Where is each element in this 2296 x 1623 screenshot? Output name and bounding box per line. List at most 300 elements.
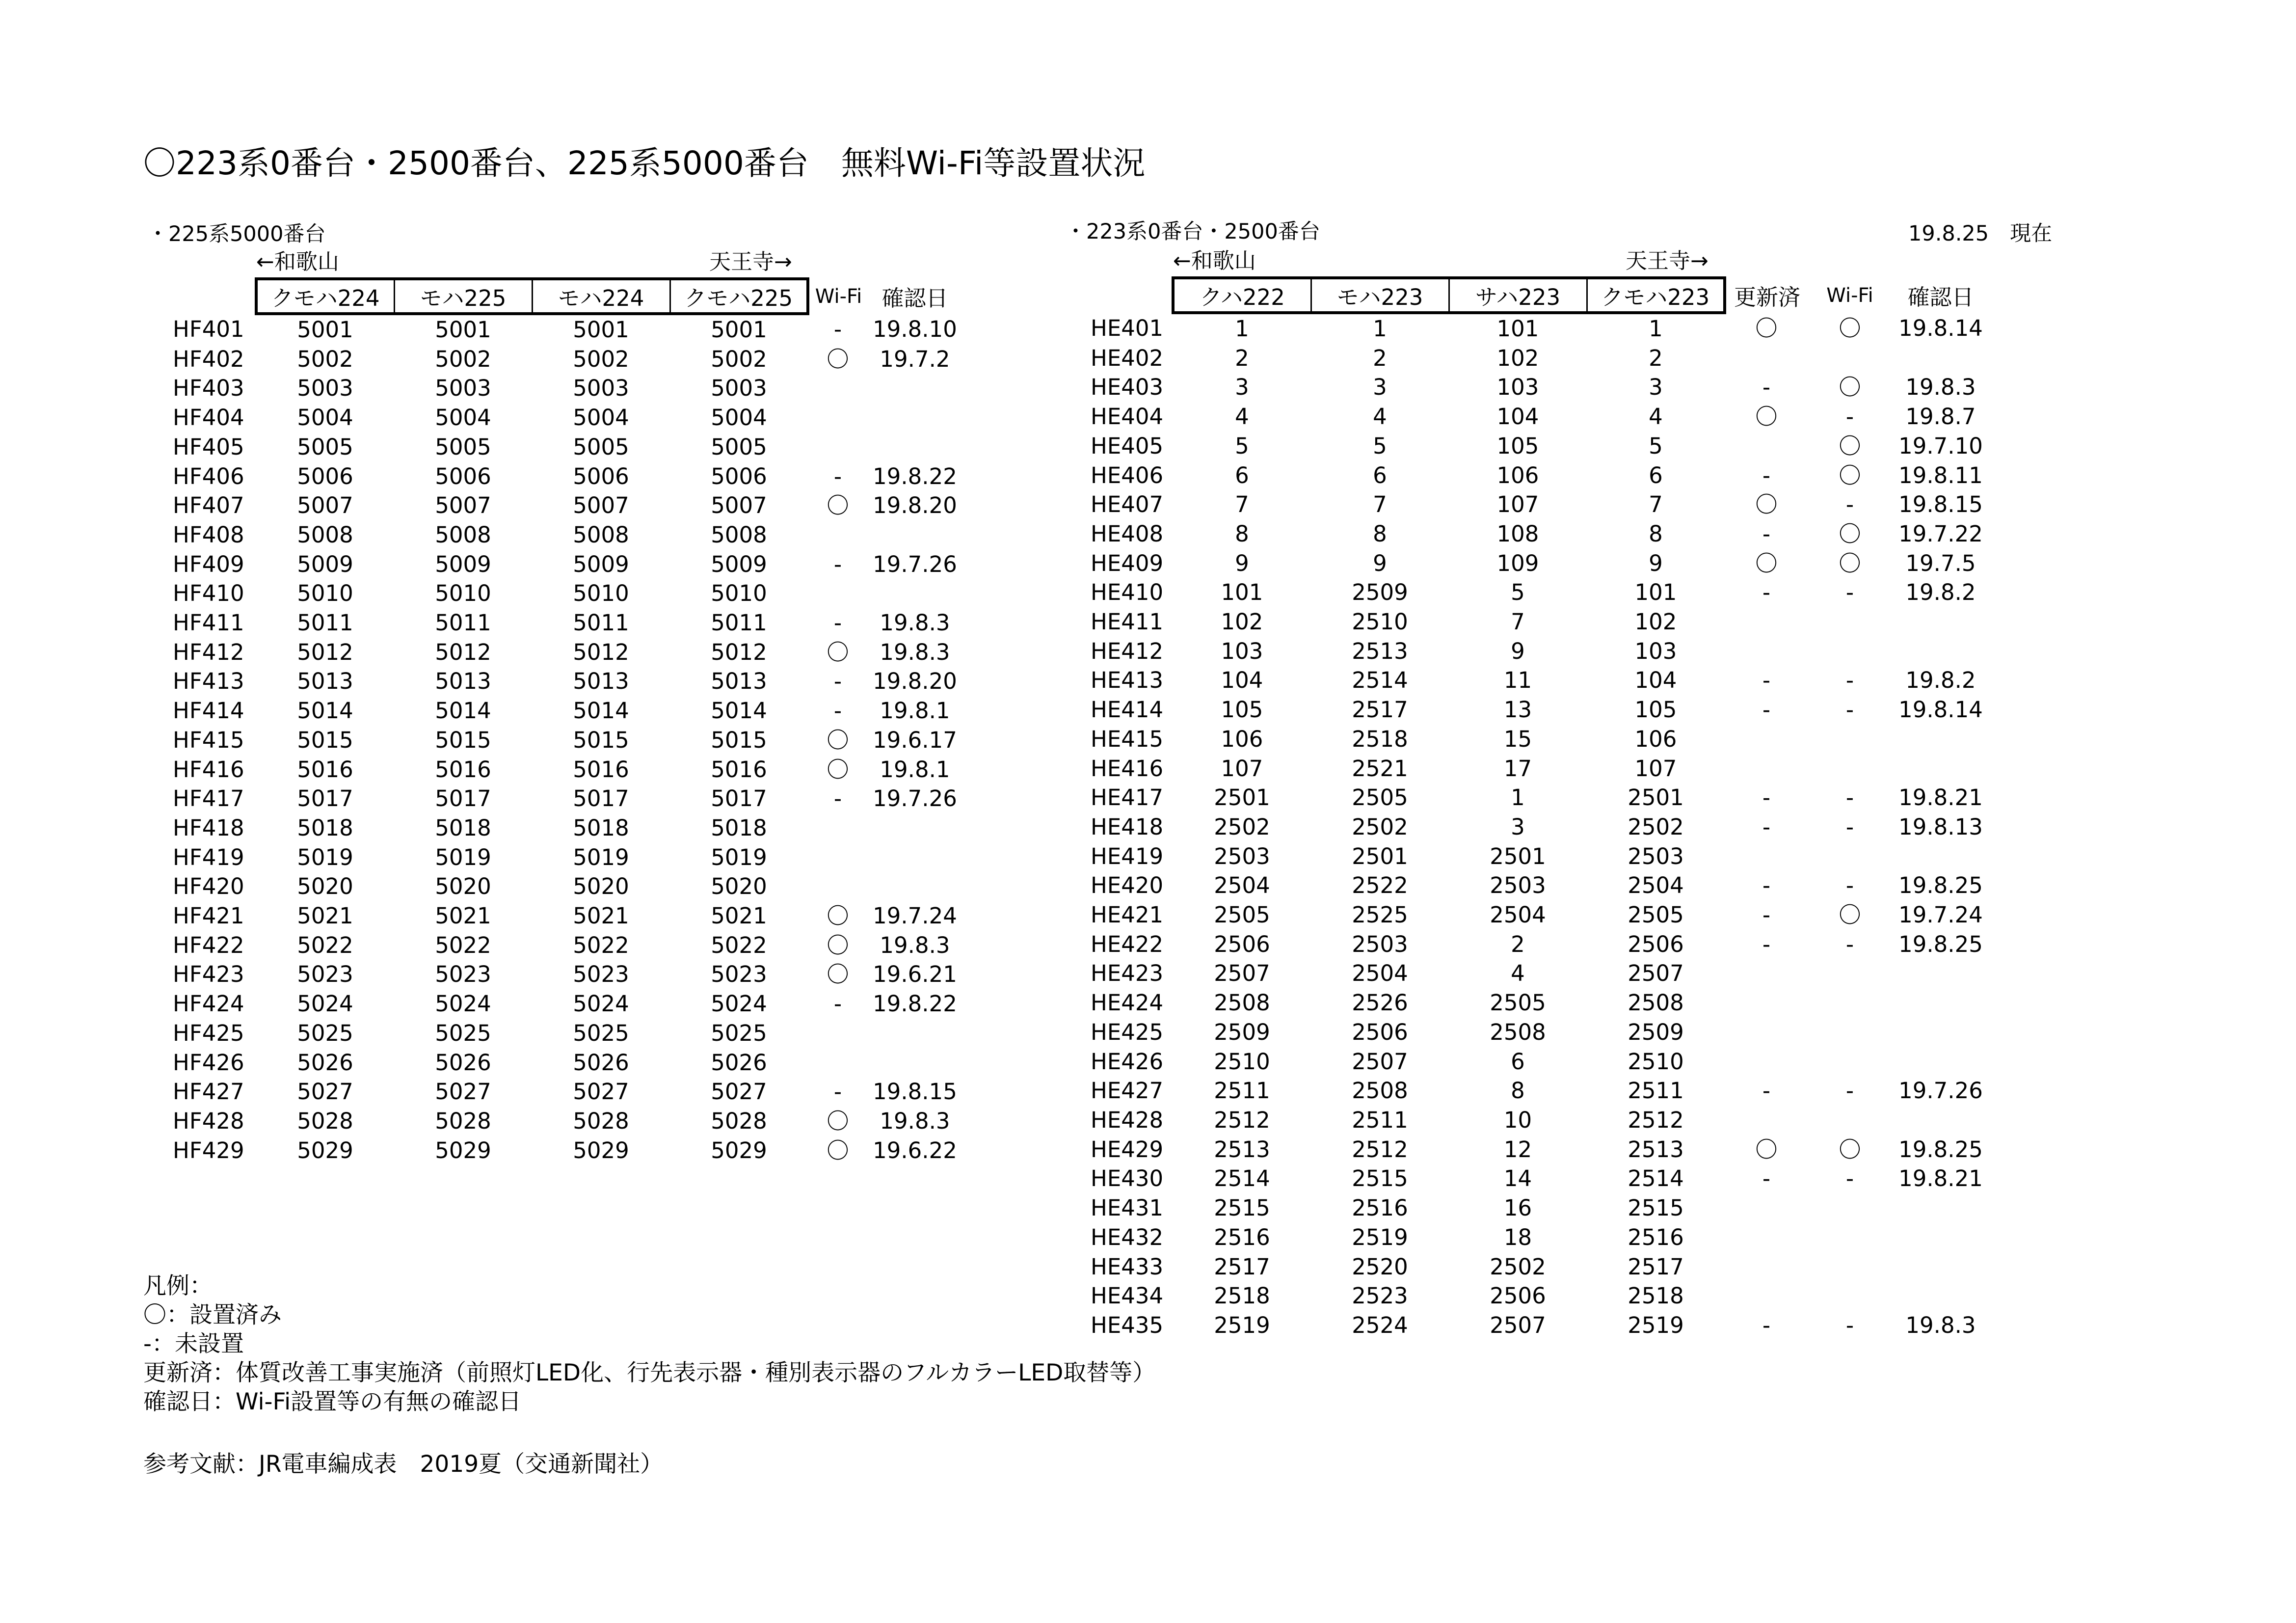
table-row <box>1065 725 1990 754</box>
wifi-status: - <box>1845 697 1854 723</box>
wifi-status <box>1808 607 1892 637</box>
check-date <box>1892 959 1990 988</box>
car-number-4: 5019 <box>711 844 767 870</box>
formation-id: HF409 <box>173 551 244 577</box>
car-number-3: 17 <box>1503 755 1532 782</box>
car-number-3: 5024 <box>573 991 629 1017</box>
car-number-1: 5011 <box>297 610 353 636</box>
car-number-4: 106 <box>1634 726 1677 752</box>
car-number-3: 5009 <box>573 551 629 577</box>
check-date: 19.8.2 <box>1905 579 1976 606</box>
car-number-2: 2502 <box>1352 813 1408 840</box>
table-row <box>147 989 962 1019</box>
car-number-4: 2506 <box>1628 931 1684 957</box>
wifi-status: - <box>833 1079 842 1105</box>
wifi-status <box>808 1048 868 1078</box>
check-date <box>868 843 962 872</box>
car-number-3: 5006 <box>573 463 629 489</box>
car-number-2: 5018 <box>435 814 491 841</box>
car-number-3: 5025 <box>573 1020 629 1046</box>
car-number-2: 2507 <box>1352 1048 1408 1075</box>
wifi-status <box>1808 988 1892 1018</box>
check-date <box>868 813 962 843</box>
check-date: 19.7.26 <box>873 551 957 577</box>
check-date: 19.8.14 <box>1898 697 1983 723</box>
wifi-status: - <box>1845 872 1854 899</box>
car-number-2: 2518 <box>1352 726 1408 752</box>
wifi-status <box>1808 1047 1892 1077</box>
car-number-2: 2509 <box>1352 579 1408 606</box>
formation-id: HF404 <box>173 405 244 431</box>
car-number-4: 5020 <box>711 873 767 900</box>
check-date <box>1892 344 1990 373</box>
legend-renewed: 更新済：体質改善工事実施済（前照灯LED化、行先表示器・種別表示器のフルカラーLED取替等） <box>143 1359 1156 1386</box>
car-number-4: 5010 <box>711 580 767 607</box>
car-number-4: 2507 <box>1628 960 1684 987</box>
table-row <box>147 755 962 784</box>
formation-id: HF411 <box>173 610 244 636</box>
car-number-1: 2517 <box>1214 1253 1270 1280</box>
header-car-3: サハ223 <box>1449 278 1587 313</box>
car-number-4: 5007 <box>711 492 767 519</box>
car-number-4: 5012 <box>711 639 767 665</box>
formation-id: HF417 <box>173 785 244 812</box>
car-number-2: 5010 <box>435 580 491 607</box>
formation-id: HF428 <box>173 1108 244 1134</box>
formation-id: HF414 <box>173 698 244 724</box>
car-number-1: 2516 <box>1214 1224 1270 1250</box>
car-number-1: 5001 <box>297 317 353 343</box>
check-date <box>868 1048 962 1078</box>
wifi-status: - <box>1845 1078 1854 1104</box>
car-number-4: 103 <box>1634 638 1677 664</box>
formation-id: HE426 <box>1091 1048 1164 1075</box>
table-row <box>147 608 962 638</box>
car-number-2: 5023 <box>435 961 491 988</box>
car-number-2: 8 <box>1373 520 1387 547</box>
table-row <box>147 345 962 374</box>
car-number-4: 104 <box>1634 667 1677 694</box>
car-number-1: 2511 <box>1214 1078 1270 1104</box>
car-number-2: 5028 <box>435 1108 491 1134</box>
car-number-1: 4 <box>1235 404 1249 430</box>
wifi-status <box>1808 1252 1892 1282</box>
car-number-3: 5010 <box>573 580 629 607</box>
car-number-4: 2515 <box>1628 1195 1684 1221</box>
check-date: 19.7.26 <box>1898 1078 1983 1104</box>
car-number-2: 5013 <box>435 668 491 695</box>
car-number-2: 5014 <box>435 698 491 724</box>
formation-id: HE402 <box>1091 345 1164 371</box>
car-number-1: 107 <box>1221 755 1263 782</box>
car-number-4: 5025 <box>711 1020 767 1046</box>
car-number-3: 103 <box>1496 374 1539 401</box>
wifi-status: - <box>833 668 842 695</box>
car-number-1: 5019 <box>297 844 353 870</box>
header-car-2: モハ223 <box>1311 278 1449 313</box>
formation-id: HF424 <box>173 991 244 1017</box>
car-number-3: 18 <box>1503 1224 1532 1250</box>
car-number-4: 1 <box>1649 316 1663 342</box>
car-number-3: 2506 <box>1490 1283 1546 1309</box>
car-number-3: 5004 <box>573 405 629 431</box>
car-number-4: 5022 <box>711 932 767 958</box>
table-row <box>147 813 962 843</box>
renewed-status: - <box>1762 872 1771 899</box>
car-number-4: 5021 <box>711 903 767 929</box>
formation-id: HE407 <box>1091 491 1164 518</box>
formation-id: HF425 <box>173 1020 244 1046</box>
car-number-4: 5026 <box>711 1049 767 1076</box>
car-number-4: 5024 <box>711 991 767 1017</box>
check-date: 19.8.25 <box>1898 931 1983 957</box>
table-row <box>147 1107 962 1136</box>
car-number-4: 5017 <box>711 785 767 812</box>
table-row <box>1065 549 1990 578</box>
renewed-status: 〇 <box>1755 404 1778 430</box>
table-header-223 <box>1065 278 1990 313</box>
car-number-4: 6 <box>1649 462 1663 488</box>
car-number-2: 5021 <box>435 903 491 929</box>
renewed-status: - <box>1762 1312 1771 1338</box>
check-date: 19.8.20 <box>873 668 957 695</box>
table-row <box>147 403 962 433</box>
car-number-1: 5013 <box>297 668 353 695</box>
formation-id: HE420 <box>1091 872 1164 899</box>
car-number-1: 5014 <box>297 698 353 724</box>
car-number-3: 5005 <box>573 433 629 460</box>
car-number-4: 2509 <box>1628 1019 1684 1045</box>
car-number-2: 2513 <box>1352 638 1408 664</box>
car-number-2: 5 <box>1373 433 1387 459</box>
car-number-4: 5028 <box>711 1108 767 1134</box>
car-number-4: 5002 <box>711 346 767 372</box>
car-number-3: 12 <box>1503 1136 1532 1163</box>
renewed-status: 〇 <box>1755 1136 1778 1163</box>
wifi-status <box>1808 725 1892 754</box>
car-number-4: 2508 <box>1628 990 1684 1016</box>
car-number-2: 5029 <box>435 1137 491 1163</box>
table-row <box>1065 812 1990 842</box>
check-date: 19.8.25 <box>1898 1136 1983 1163</box>
check-date: 19.8.10 <box>873 316 957 342</box>
car-number-3: 101 <box>1496 316 1539 342</box>
check-date <box>1892 1252 1990 1282</box>
check-date: 19.8.22 <box>873 463 957 489</box>
wifi-status: - <box>1845 1312 1854 1338</box>
check-date: 19.8.3 <box>880 932 950 958</box>
table-row <box>1065 1076 1990 1106</box>
car-number-3: 5001 <box>573 317 629 343</box>
formation-id: HE404 <box>1091 404 1164 430</box>
wifi-status: - <box>833 698 842 724</box>
check-date: 19.8.25 <box>1898 872 1983 899</box>
car-number-1: 5006 <box>297 463 353 489</box>
car-number-2: 2505 <box>1352 784 1408 811</box>
renewed-status <box>1725 725 1808 754</box>
car-number-4: 2502 <box>1628 813 1684 840</box>
car-number-2: 5012 <box>435 639 491 665</box>
car-number-3: 5027 <box>573 1079 629 1105</box>
wifi-status: 〇 <box>827 756 849 783</box>
table-row <box>147 1077 962 1107</box>
car-number-1: 5 <box>1235 433 1249 459</box>
wifi-status: 〇 <box>1839 374 1861 401</box>
car-number-1: 2507 <box>1214 960 1270 987</box>
car-number-2: 5004 <box>435 405 491 431</box>
wifi-status: - <box>1845 1165 1854 1192</box>
check-date: 19.7.24 <box>1898 902 1983 928</box>
car-number-3: 5008 <box>573 521 629 548</box>
car-number-1: 3 <box>1235 374 1249 401</box>
car-number-2: 2525 <box>1352 902 1408 928</box>
formation-id: HE424 <box>1091 990 1164 1016</box>
car-number-1: 103 <box>1221 638 1263 664</box>
car-number-2: 5011 <box>435 610 491 636</box>
car-number-3: 104 <box>1496 404 1539 430</box>
wifi-status <box>808 813 868 843</box>
car-number-4: 5018 <box>711 814 767 841</box>
wifi-status: 〇 <box>1839 550 1861 576</box>
legend <box>143 1271 1155 1416</box>
table-row <box>1065 900 1990 930</box>
car-number-4: 3 <box>1649 374 1663 401</box>
car-number-1: 5004 <box>297 405 353 431</box>
check-date <box>868 1019 962 1048</box>
renewed-status <box>1725 1223 1808 1252</box>
car-number-4: 5014 <box>711 698 767 724</box>
check-date: 19.8.3 <box>880 1108 950 1134</box>
table-row <box>1065 783 1990 812</box>
table-row <box>1065 578 1990 607</box>
check-date: 19.8.3 <box>1905 1312 1976 1338</box>
check-date: 19.7.26 <box>873 785 957 812</box>
car-number-2: 2521 <box>1352 755 1408 782</box>
car-number-3: 108 <box>1496 520 1539 547</box>
car-number-1: 101 <box>1221 579 1263 606</box>
header-renewed: 更新済 <box>1734 284 1800 310</box>
car-number-4: 5008 <box>711 521 767 548</box>
table-row <box>1065 373 1990 402</box>
car-number-1: 2503 <box>1214 843 1270 869</box>
renewed-status: - <box>1762 902 1771 928</box>
formation-id: HF415 <box>173 727 244 753</box>
formation-id: HE412 <box>1091 638 1164 664</box>
check-date: 19.7.5 <box>1905 550 1976 576</box>
table-row <box>1065 490 1990 519</box>
wifi-status: - <box>833 463 842 489</box>
car-number-2: 2515 <box>1352 1165 1408 1192</box>
car-number-2: 9 <box>1373 550 1387 576</box>
legend-not-installed: -：未設置 <box>143 1330 244 1357</box>
check-date <box>1892 1281 1990 1311</box>
car-number-2: 5025 <box>435 1020 491 1046</box>
table-row <box>147 843 962 872</box>
car-number-3: 5029 <box>573 1137 629 1163</box>
table-row <box>147 520 962 550</box>
formation-id: HF402 <box>173 346 244 372</box>
wifi-status <box>808 520 868 550</box>
car-number-4: 5016 <box>711 756 767 783</box>
car-number-4: 5013 <box>711 668 767 695</box>
renewed-status: 〇 <box>1755 315 1778 341</box>
formation-id: HE427 <box>1091 1078 1164 1104</box>
car-number-1: 5015 <box>297 727 353 753</box>
check-date <box>1892 1193 1990 1223</box>
car-number-4: 2511 <box>1628 1078 1684 1104</box>
check-date: 19.8.2 <box>1905 667 1976 694</box>
car-number-3: 5007 <box>573 492 629 519</box>
table-row <box>147 872 962 901</box>
car-number-2: 7 <box>1373 491 1387 518</box>
car-number-3: 106 <box>1496 462 1539 488</box>
car-number-1: 5023 <box>297 961 353 988</box>
car-number-4: 2 <box>1649 345 1663 371</box>
formation-id: HF401 <box>173 316 244 342</box>
formation-id: HE418 <box>1091 813 1164 840</box>
wifi-status: - <box>1845 813 1854 840</box>
car-number-4: 2516 <box>1628 1224 1684 1250</box>
formation-id: HF422 <box>173 932 244 958</box>
car-number-3: 3 <box>1511 813 1525 840</box>
car-number-2: 2523 <box>1352 1283 1408 1309</box>
car-number-2: 2526 <box>1352 990 1408 1016</box>
section-title-223: ・223系0番台・2500番台 <box>1065 219 1320 244</box>
check-date <box>868 520 962 550</box>
car-number-2: 5002 <box>435 346 491 372</box>
car-number-4: 4 <box>1649 404 1663 430</box>
wifi-status <box>808 433 868 462</box>
car-number-2: 2514 <box>1352 667 1408 694</box>
car-number-2: 5009 <box>435 551 491 577</box>
car-number-1: 5010 <box>297 580 353 607</box>
car-number-1: 105 <box>1221 697 1263 723</box>
check-date <box>1892 842 1990 871</box>
table-row <box>1065 1311 1990 1340</box>
table-row <box>1065 1047 1990 1077</box>
check-date: 19.8.1 <box>880 756 950 783</box>
car-number-3: 2 <box>1511 931 1525 957</box>
car-number-1: 5012 <box>297 639 353 665</box>
header-check-date: 確認日 <box>1907 284 1974 310</box>
header-car-4: クモハ225 <box>670 279 808 314</box>
table-row <box>1065 432 1990 461</box>
car-number-2: 5022 <box>435 932 491 958</box>
wifi-status <box>1808 1223 1892 1252</box>
formation-id: HF419 <box>173 844 244 870</box>
check-date <box>868 872 962 901</box>
check-date: 19.8.21 <box>1898 1165 1983 1192</box>
car-number-1: 5024 <box>297 991 353 1017</box>
check-date: 19.8.1 <box>880 698 950 724</box>
wifi-status: - <box>1845 579 1854 606</box>
formation-id: HE401 <box>1091 315 1164 341</box>
formation-id: HE422 <box>1091 931 1164 957</box>
check-date: 19.7.10 <box>1898 433 1983 459</box>
formation-id: HE417 <box>1091 784 1164 811</box>
formation-id: HE415 <box>1091 726 1164 752</box>
wifi-status: 〇 <box>827 961 849 988</box>
wifi-status: 〇 <box>827 346 849 372</box>
formation-id: HF416 <box>173 756 244 783</box>
car-number-4: 2519 <box>1628 1312 1684 1338</box>
check-date: 19.6.22 <box>873 1137 957 1163</box>
formation-id: HF413 <box>173 668 244 695</box>
car-number-2: 5027 <box>435 1079 491 1105</box>
car-number-4: 5029 <box>711 1137 767 1163</box>
formation-id: HF429 <box>173 1137 244 1163</box>
car-number-3: 5019 <box>573 844 629 870</box>
check-date <box>868 579 962 608</box>
page-title: 〇223系0番台・2500番台、225系5000番台 無料Wi-Fi等設置状況 <box>143 144 1146 182</box>
renewed-status <box>1725 1252 1808 1282</box>
table-row <box>1065 637 1990 666</box>
car-number-1: 2 <box>1235 345 1249 371</box>
car-number-2: 5001 <box>435 317 491 343</box>
car-number-1: 2508 <box>1214 990 1270 1016</box>
wifi-status: - <box>833 991 842 1017</box>
car-number-3: 9 <box>1511 638 1525 664</box>
renewed-status: - <box>1762 1078 1771 1104</box>
formation-id: HF403 <box>173 375 244 402</box>
table-row <box>1065 607 1990 637</box>
wifi-status: 〇 <box>827 932 849 958</box>
renewed-status: - <box>1762 697 1771 723</box>
formation-id: HF406 <box>173 463 244 489</box>
table-row <box>1065 666 1990 695</box>
check-date <box>1892 637 1990 666</box>
car-number-1: 2505 <box>1214 902 1270 928</box>
formation-id: HE403 <box>1091 374 1164 401</box>
check-date: 19.7.2 <box>880 346 950 372</box>
check-date <box>868 433 962 462</box>
table-row <box>1065 1018 1990 1047</box>
car-number-4: 2518 <box>1628 1283 1684 1309</box>
renewed-status <box>1725 959 1808 988</box>
legend-installed: 〇：設置済み <box>143 1301 282 1328</box>
wifi-status: - <box>833 316 842 342</box>
direction-left-225: ←和歌山 <box>256 249 339 274</box>
wifi-status: - <box>833 610 842 636</box>
formation-id: HF412 <box>173 639 244 665</box>
wifi-status <box>1808 1018 1892 1047</box>
car-number-2: 5007 <box>435 492 491 519</box>
formation-id: HE432 <box>1091 1224 1164 1250</box>
table-row <box>147 726 962 755</box>
car-number-2: 2524 <box>1352 1312 1408 1338</box>
car-number-1: 2519 <box>1214 1312 1270 1338</box>
car-number-1: 5018 <box>297 814 353 841</box>
wifi-status: 〇 <box>827 639 849 665</box>
car-number-3: 5014 <box>573 698 629 724</box>
car-number-2: 3 <box>1373 374 1387 401</box>
check-date: 19.8.7 <box>1905 404 1976 430</box>
formation-id: HF420 <box>173 873 244 900</box>
car-number-2: 2516 <box>1352 1195 1408 1221</box>
car-number-3: 1 <box>1511 784 1525 811</box>
table-row <box>1065 754 1990 784</box>
wifi-status: - <box>1845 491 1854 518</box>
check-date: 19.8.13 <box>1898 813 1983 840</box>
renewed-status <box>1725 988 1808 1018</box>
car-number-4: 5027 <box>711 1079 767 1105</box>
table-row <box>1065 313 1990 344</box>
formation-id: HF410 <box>173 580 244 607</box>
renewed-status: - <box>1762 520 1771 547</box>
formation-id: HE411 <box>1091 609 1164 635</box>
car-number-3: 8 <box>1511 1078 1525 1104</box>
direction-right-225: 天王寺→ <box>709 249 792 274</box>
